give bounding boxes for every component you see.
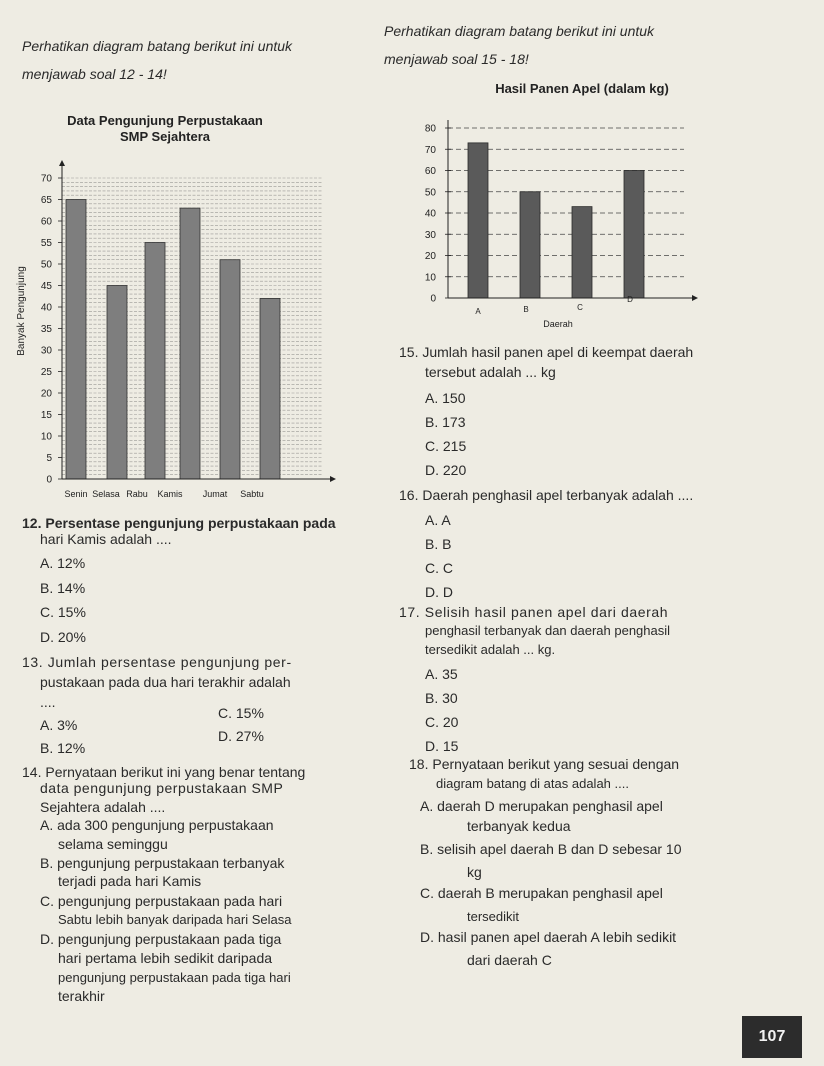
q14-option-b-line-2: terjadi pada hari Kamis xyxy=(58,873,202,889)
q17-option-a[interactable]: A. 35 xyxy=(425,666,458,682)
q14-line-2: data pengunjung perpustakaan SMP xyxy=(40,780,284,796)
chart-left-ytick: 30 xyxy=(40,345,52,357)
q13-line-1: 13. Jumlah persentase pengunjung per- xyxy=(22,654,292,670)
chart-left-ytick: 55 xyxy=(40,238,52,249)
q14-option-a-line-1[interactable]: A. ada 300 pengunjung perpustakaan xyxy=(40,817,274,833)
chart-left-xtick-sabtu: Sabtu xyxy=(240,489,264,499)
chart-left-x-arrow xyxy=(330,476,336,482)
chart-panen-apel xyxy=(392,76,712,338)
q13-line-2: pustakaan pada dua hari terakhir adalah xyxy=(40,674,291,690)
q14-line-3: Sejahtera adalah .... xyxy=(40,799,166,815)
q18-line-1: 18. Pernyataan berikut yang sesuai dengan xyxy=(409,756,680,772)
q18-option-c-line-1[interactable]: C. daerah B merupakan penghasil apel xyxy=(420,885,663,901)
chart-left-ytick: 35 xyxy=(40,324,52,335)
chart-right-title: Hasil Panen Apel (dalam kg) xyxy=(495,81,669,96)
chart-left-ytick: 65 xyxy=(40,195,52,206)
chart-left-bar-rabu xyxy=(145,243,165,480)
chart-right-xtick-c: C xyxy=(577,303,583,312)
q14-option-d-line-1[interactable]: D. pengunjung perpustakaan pada tiga xyxy=(40,931,282,947)
chart-right-ytick: 30 xyxy=(424,229,436,241)
q14-option-c-line-2: Sabtu lebih banyak daripada hari Selasa xyxy=(58,912,292,927)
q12-option-d[interactable]: D. 20% xyxy=(40,629,86,645)
chart-left-bar-sabtu xyxy=(260,298,280,479)
chart-left-ytick: 20 xyxy=(40,388,52,400)
chart-right-bar-a xyxy=(468,143,488,298)
chart-right-bar-b xyxy=(520,192,540,298)
chart-left-bar-jumat xyxy=(220,260,240,479)
chart-right-xtick-b: B xyxy=(523,305,529,314)
chart-left-ytick: 70 xyxy=(40,173,52,185)
q14-line-1: 14. Pernyataan berikut ini yang benar tentang xyxy=(22,764,306,780)
chart-left-ytick: 0 xyxy=(46,474,52,486)
q17-line-1: 17. Selisih hasil panen apel dari daerah xyxy=(399,604,669,620)
q12-line-1: 12. Persentase pengunjung perpustakaan pada xyxy=(22,515,336,531)
chart-right-bar-c xyxy=(572,207,592,298)
q14-option-c-line-1[interactable]: C. pengunjung perpustakaan pada hari xyxy=(40,893,283,909)
q14-option-d-line-2: hari pertama lebih sedikit daripada xyxy=(58,950,273,966)
chart-right-ytick: 10 xyxy=(424,272,436,284)
chart-left-ylabel: Banyak Pengunjung xyxy=(16,266,27,356)
chart-right-ytick: 0 xyxy=(430,293,436,305)
chart-left-title-2: SMP Sejahtera xyxy=(119,129,211,144)
chart-left-xtick-senin: Senin xyxy=(64,489,88,499)
q17-line-3: tersedikit adalah ... kg. xyxy=(425,642,556,657)
q18-option-b-line-2: kg xyxy=(467,864,482,880)
chart-left-ytick: 50 xyxy=(40,259,52,271)
chart-left-bar-senin xyxy=(66,200,86,480)
q14-option-b-line-1[interactable]: B. pengunjung perpustakaan terbanyak xyxy=(40,855,285,871)
q15-option-d[interactable]: D. 220 xyxy=(425,462,467,478)
q17-option-c[interactable]: C. 20 xyxy=(425,714,459,730)
q18-option-d-line-2: dari daerah C xyxy=(467,952,552,968)
q15-line-1: 15. Jumlah hasil panen apel di keempat daerah xyxy=(399,344,694,360)
q13-option-b[interactable]: B. 12% xyxy=(40,740,86,756)
q15-line-2: tersebut adalah ... kg xyxy=(425,364,556,380)
chart-left-ytick: 15 xyxy=(40,410,52,421)
q12-option-c[interactable]: C. 15% xyxy=(40,604,86,620)
chart-right-ytick: 40 xyxy=(424,208,436,220)
q18-option-a-line-1[interactable]: A. daerah D merupakan penghasil apel xyxy=(420,798,663,814)
chart-right-ytick: 60 xyxy=(424,166,436,177)
chart-left-ytick: 40 xyxy=(40,302,52,314)
q16-option-d[interactable]: D. D xyxy=(425,584,453,600)
q12-option-b[interactable]: B. 14% xyxy=(40,580,86,596)
chart-left-ytick: 5 xyxy=(46,453,52,464)
q13-option-d[interactable]: D. 27% xyxy=(218,728,264,744)
q15-option-b[interactable]: B. 173 xyxy=(425,414,466,430)
q14-option-d-line-3: pengunjung perpustakaan pada tiga hari xyxy=(58,970,291,985)
chart-left-y-arrow xyxy=(59,160,65,166)
q18-option-d-line-1[interactable]: D. hasil panen apel daerah A lebih sedikit xyxy=(420,929,677,945)
chart-right-xtick-a: A xyxy=(475,307,481,316)
chart-pengunjung xyxy=(0,96,390,508)
q16-option-c[interactable]: C. C xyxy=(425,560,453,576)
chart-left-xtick-kamis: Kamis xyxy=(157,489,183,499)
q12-option-a[interactable]: A. 12% xyxy=(40,555,86,571)
chart-left-xtick-jumat: Jumat xyxy=(202,489,228,499)
chart-left-xtick-rabu: Rabu xyxy=(126,489,148,499)
chart-left-ytick: 45 xyxy=(40,281,52,292)
chart-right-x-arrow xyxy=(692,295,698,301)
page-number: 107 xyxy=(742,1016,802,1058)
q15-option-c[interactable]: C. 215 xyxy=(425,438,467,454)
chart-left-ytick: 10 xyxy=(40,431,52,443)
chart-left-ytick: 60 xyxy=(40,216,52,228)
q18-line-2: diagram batang di atas adalah .... xyxy=(436,776,629,791)
q12-line-2: hari Kamis adalah .... xyxy=(40,531,172,547)
chart-left-xtick-selasa: Selasa xyxy=(92,489,120,499)
instruction-right-line-2: menjawab soal 15 - 18! xyxy=(384,51,529,67)
chart-left-bar-selasa xyxy=(107,286,127,480)
q17-line-2: penghasil terbanyak dan daerah penghasil xyxy=(425,623,671,638)
q16-option-b[interactable]: B. B xyxy=(425,536,452,552)
q14-option-d-line-4: terakhir xyxy=(58,988,105,1004)
chart-left-bar-kamis xyxy=(180,208,200,479)
q13-line-3: .... xyxy=(40,694,56,710)
q16-line-1: 16. Daerah penghasil apel terbanyak adalah .... xyxy=(399,487,694,503)
q17-option-d[interactable]: D. 15 xyxy=(425,738,459,754)
chart-right-xtick-d: D xyxy=(627,295,633,304)
instruction-right-line-1: Perhatikan diagram batang berikut ini untuk xyxy=(384,23,655,39)
chart-left-ytick: 25 xyxy=(40,367,52,378)
q17-option-b[interactable]: B. 30 xyxy=(425,690,458,706)
chart-right-ytick: 70 xyxy=(424,144,436,156)
q18-option-c-line-2: tersedikit xyxy=(467,909,520,924)
q13-option-c[interactable]: C. 15% xyxy=(218,705,264,721)
q13-option-a[interactable]: A. 3% xyxy=(40,717,78,733)
chart-right-ytick: 80 xyxy=(424,123,436,135)
q14-option-a-line-2: selama seminggu xyxy=(58,836,168,852)
q15-option-a[interactable]: A. 150 xyxy=(425,390,466,406)
chart-right-xlabel: Daerah xyxy=(543,319,573,329)
instruction-left-line-2: menjawab soal 12 - 14! xyxy=(22,66,167,82)
chart-right-ytick: 20 xyxy=(424,251,436,262)
chart-right-bar-d xyxy=(624,171,644,299)
q16-option-a[interactable]: A. A xyxy=(425,512,451,528)
q18-option-a-line-2: terbanyak kedua xyxy=(467,818,571,834)
instruction-left-line-1: Perhatikan diagram batang berikut ini untuk xyxy=(22,38,293,54)
chart-left-title-1: Data Pengunjung Perpustakaan xyxy=(67,113,263,128)
q18-option-b-line-1[interactable]: B. selisih apel daerah B dan D sebesar 10 xyxy=(420,841,682,857)
chart-right-ytick: 50 xyxy=(424,187,436,199)
